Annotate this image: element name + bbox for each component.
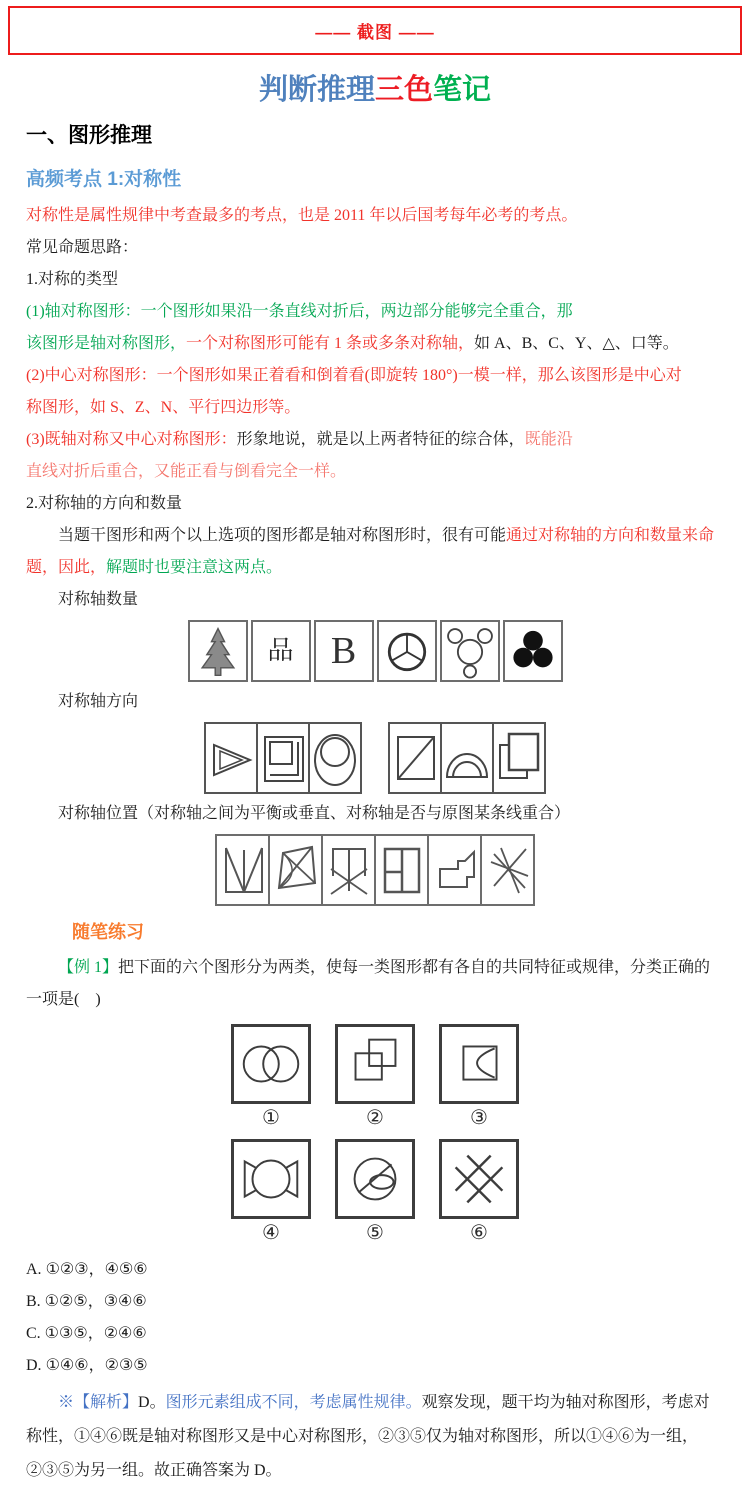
b-glyph: B [330, 630, 357, 672]
common-ideas-line: 常见命题思路： [26, 239, 139, 256]
nested-squares-icon [258, 724, 308, 792]
example-number-row-1 [26, 1105, 724, 1131]
both-line-1: (3)既轴对称又中心对称图形：形象地说，就是以上两者特征的综合体，既能沿 [26, 431, 573, 448]
w-shape-icon [217, 836, 268, 904]
tree-icon [190, 623, 246, 679]
figure-number: ⑥ [470, 1222, 488, 1244]
tilted-square-figure [268, 834, 323, 906]
axis-position-label: 对称轴位置（对称轴之间为平衡或垂直、对称轴是否与原图某条线重合） [58, 805, 571, 822]
lattice-cross-icon [442, 1142, 516, 1216]
example-label: 【例 1】 [58, 959, 119, 976]
example-figure-6 [439, 1139, 519, 1219]
both-line-2: 直线对折后重合，又能正看与倒看完全一样。 [26, 463, 347, 480]
practice-heading: 随笔练习 [72, 922, 144, 942]
right-triangle-icon [206, 724, 256, 792]
axial-line-2: 该图形是轴对称图形，一个对称图形可能有 1 条或多条对称轴，如 A、B、C、Y、△、口等。 [26, 335, 679, 352]
star-lines-figure [480, 834, 535, 906]
axis-count-label: 对称轴数量 [58, 591, 139, 608]
page-title [0, 72, 750, 108]
axis-para-line-2: 题，因此，解题时也要注意这两点。 [26, 559, 283, 576]
overlapping-circles-icon [234, 1027, 308, 1101]
option-b: B. ①②⑤，③④⑥ [26, 1293, 147, 1310]
title-part-green: 笔记 [433, 74, 492, 106]
staircase-polygon-icon [429, 836, 480, 904]
figure-number: ⑤ [366, 1222, 384, 1244]
section-heading: 一、图形推理 [26, 124, 152, 147]
direction-group-1 [204, 722, 362, 794]
analysis-answer: D。 [138, 1394, 166, 1411]
example-figure-4 [231, 1139, 311, 1219]
w-shape-figure [215, 834, 270, 906]
circle-line-ellipse-icon [338, 1142, 412, 1216]
answer-options [26, 1254, 750, 1382]
window-figure [374, 834, 429, 906]
analysis-paragraph [26, 1386, 724, 1488]
overlapping-rects-figure [492, 722, 546, 794]
split-window-icon [376, 836, 427, 904]
letter-b-figure [314, 620, 374, 682]
title-part-blue: 判断推理 [258, 74, 375, 106]
example-number-row-2 [26, 1220, 724, 1246]
four-circles-icon [442, 623, 498, 679]
tree-figure [188, 620, 248, 682]
circle-cluster-figure [440, 620, 500, 682]
analysis-line-1: ※【解析】D。图形元素组成不同，考虑属性规律。观察发现，题干均为轴对称图形，考虑对 [58, 1394, 710, 1411]
axis-position-figure-strip [26, 834, 724, 906]
hot-topic-heading: 高频考点 1:对称性 [26, 169, 182, 190]
option-c: C. ①③⑤，②④⑥ [26, 1325, 147, 1342]
clover-icon [505, 623, 561, 679]
central-line-2: 称图形，如 S、Z、N、平行四边形等。 [26, 399, 301, 416]
example-line-1: 【例 1】把下面的六个图形分为两类，使每一类图形都有各自的共同特征或规律，分类正确的 [58, 959, 711, 976]
axis-title-line: 2.对称轴的方向和数量 [26, 495, 183, 512]
pin-glyph: 品 [267, 636, 294, 665]
example-line-2: 一项是( ) [26, 991, 101, 1008]
figure-number: ② [366, 1107, 384, 1129]
candy-icon [234, 1142, 308, 1216]
notes-text [26, 200, 724, 1246]
example-figure-1 [231, 1024, 311, 1104]
example-figure-3 [439, 1024, 519, 1104]
club-figure [503, 620, 563, 682]
pin-character-figure [251, 620, 311, 682]
mercedes-logo-figure [377, 620, 437, 682]
dome-figure [440, 722, 494, 794]
arch-icon [442, 724, 492, 792]
square-with-arc-icon [442, 1027, 516, 1101]
nested-circles-figure [308, 722, 362, 794]
crossing-lines-icon [482, 836, 533, 904]
type-title-line: 1.对称的类型 [26, 271, 119, 288]
axis-direction-label: 对称轴方向 [58, 693, 139, 710]
axis-count-figure-strip [26, 620, 724, 682]
central-line-1: (2)中心对称图形：一个图形如果正着看和倒着看(即旋转 180°)一模一样，那么该图形是中心对 [26, 367, 682, 384]
example-figure-5 [335, 1139, 415, 1219]
example-figure-2 [335, 1024, 415, 1104]
banner-label: —— 截图 —— [315, 23, 435, 42]
cross-box-figure [321, 834, 376, 906]
figure-number: ① [262, 1107, 280, 1129]
triangle-figure [204, 722, 258, 794]
analysis-marker: ※【解析】 [58, 1394, 139, 1411]
analysis-line-2: 称性，①④⑥既是轴对称图形又是中心对称图形，②③⑤仅为轴对称图形，所以①④⑥为一组， [26, 1428, 699, 1445]
figure-number: ④ [262, 1222, 280, 1244]
option-a: A. ①②③，④⑤⑥ [26, 1261, 148, 1278]
figure-number: ③ [470, 1107, 488, 1129]
axis-para-line-1: 当题干图形和两个以上选项的图形都是轴对称图形时，很有可能通过对称轴的方向和数量来命 [58, 527, 715, 544]
example-figure-row-1 [26, 1024, 724, 1104]
title-part-red: 三色 [374, 74, 433, 106]
nested-ovals-icon [310, 724, 360, 792]
example-figure-row-2 [26, 1139, 724, 1219]
overlapping-squares-icon [494, 724, 544, 792]
analysis-line-3: ②③⑤为另一组。故正确答案为 D。 [26, 1462, 282, 1479]
square-diagonal-icon [390, 724, 440, 792]
axis-direction-figure-strip [26, 722, 724, 794]
overlapping-squares-icon [338, 1027, 412, 1101]
axial-line-1: (1)轴对称图形：一个图形如果沿一条直线对折后，两边部分能够完全重合，那 [26, 303, 573, 320]
kite-diagonals-icon [270, 836, 321, 904]
nested-squares-figure [256, 722, 310, 794]
crossed-lines-box-icon [323, 836, 374, 904]
l-polygon-figure [427, 834, 482, 906]
intro-line: 对称性是属性规律中考查最多的考点，也是 2011 年以后国考每年必考的考点。 [26, 207, 578, 224]
direction-group-2 [388, 722, 546, 794]
document-body [0, 72, 750, 1488]
three-spoke-circle-icon [379, 623, 435, 679]
square-diagonal-figure [388, 722, 442, 794]
option-d: D. ①④⑥，②③⑤ [26, 1357, 148, 1374]
screenshot-banner [8, 6, 742, 55]
